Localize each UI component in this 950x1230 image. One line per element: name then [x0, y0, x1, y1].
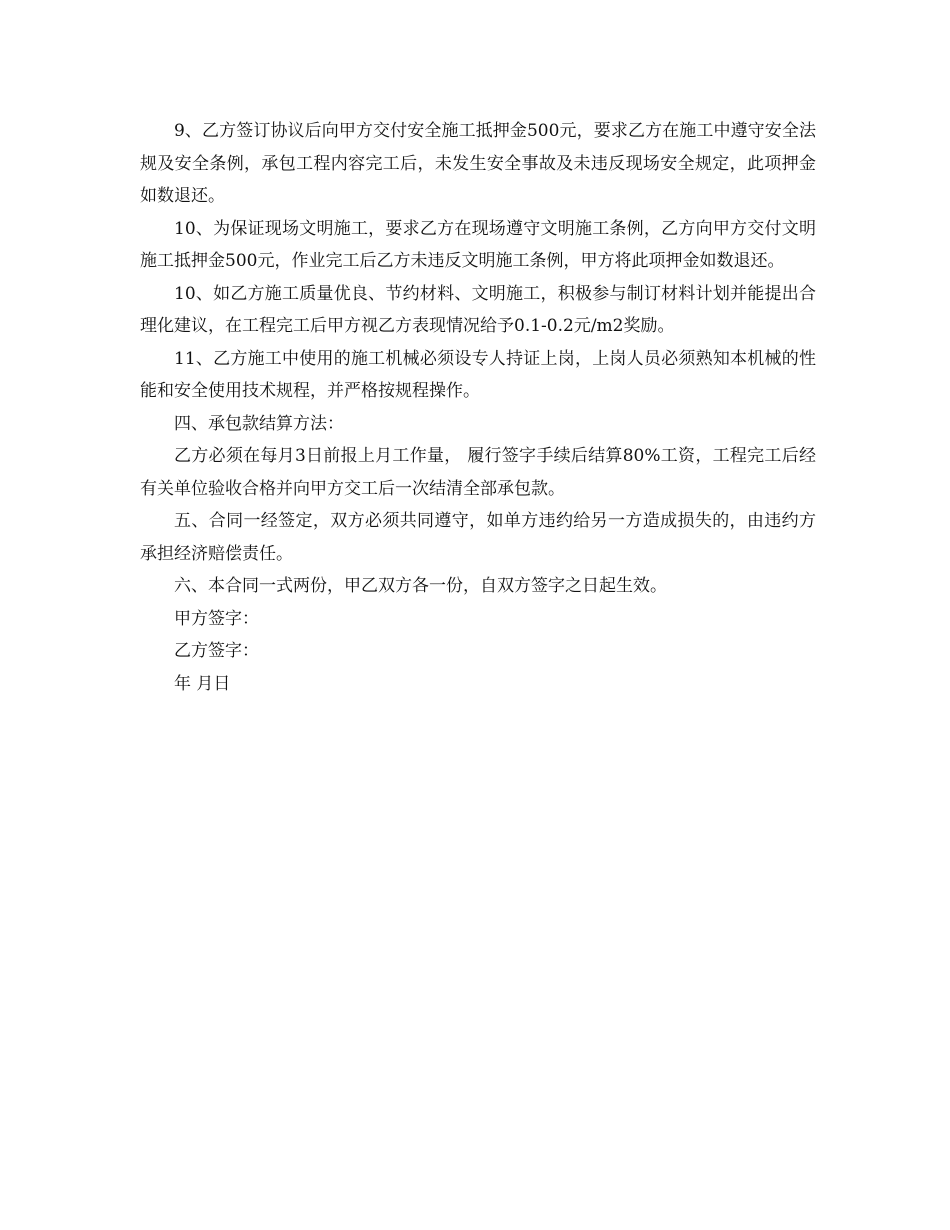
section-4-heading: 四、承包款结算方法：	[174, 413, 344, 434]
clause-11-machinery: 11、乙方施工中使用的施工机械必须设专人持证上岗，上岗人员必须熟知本机械的性能和安全使用技术规程，并严格按规程操作。	[140, 348, 816, 401]
party-b-signature-line: 乙方签字：	[174, 641, 259, 661]
contract-body	[140, 115, 816, 700]
clause-9-security-deposit: 9、乙方签订协议后向甲方交付安全施工抵押金500元，要求乙方在施工中遵守安全法规及安全条例，承包工程内容完工后，未发生安全事故及未违反现场安全规定，此项押金如数退还。	[140, 121, 816, 206]
date-line: 年 月日	[174, 673, 231, 694]
clause-10-civilized-construction-deposit: 10、为保证现场文明施工，要求乙方在现场遵守文明施工条例，乙方向甲方交付文明施工抵押金500元，作业完工后乙方未违反文明施工条例，甲方将此项押金如数退还。	[140, 218, 816, 271]
section-6-copies: 六、本合同一式两份，甲乙双方各一份，自双方签字之日起生效。	[174, 576, 667, 596]
section-5-breach: 五、合同一经签定，双方必须共同遵守，如单方违约给另一方造成损失的，由违约方承担经济赔偿责任。	[140, 511, 816, 564]
clause-10-reward: 10、如乙方施工质量优良、节约材料、文明施工，积极参与制订材料计划并能提出合理化建议，在工程完工后甲方视乙方表现情况给予0.1-0.2元/m2奖励。	[140, 283, 816, 336]
section-4-settlement-text: 乙方必须在每月3日前报上月工作量， 履行签字手续后结算80%工资，工程完工后经有关单位验收合格并向甲方交工后一次结清全部承包款。	[140, 446, 816, 499]
party-a-signature-line: 甲方签字：	[174, 608, 259, 629]
